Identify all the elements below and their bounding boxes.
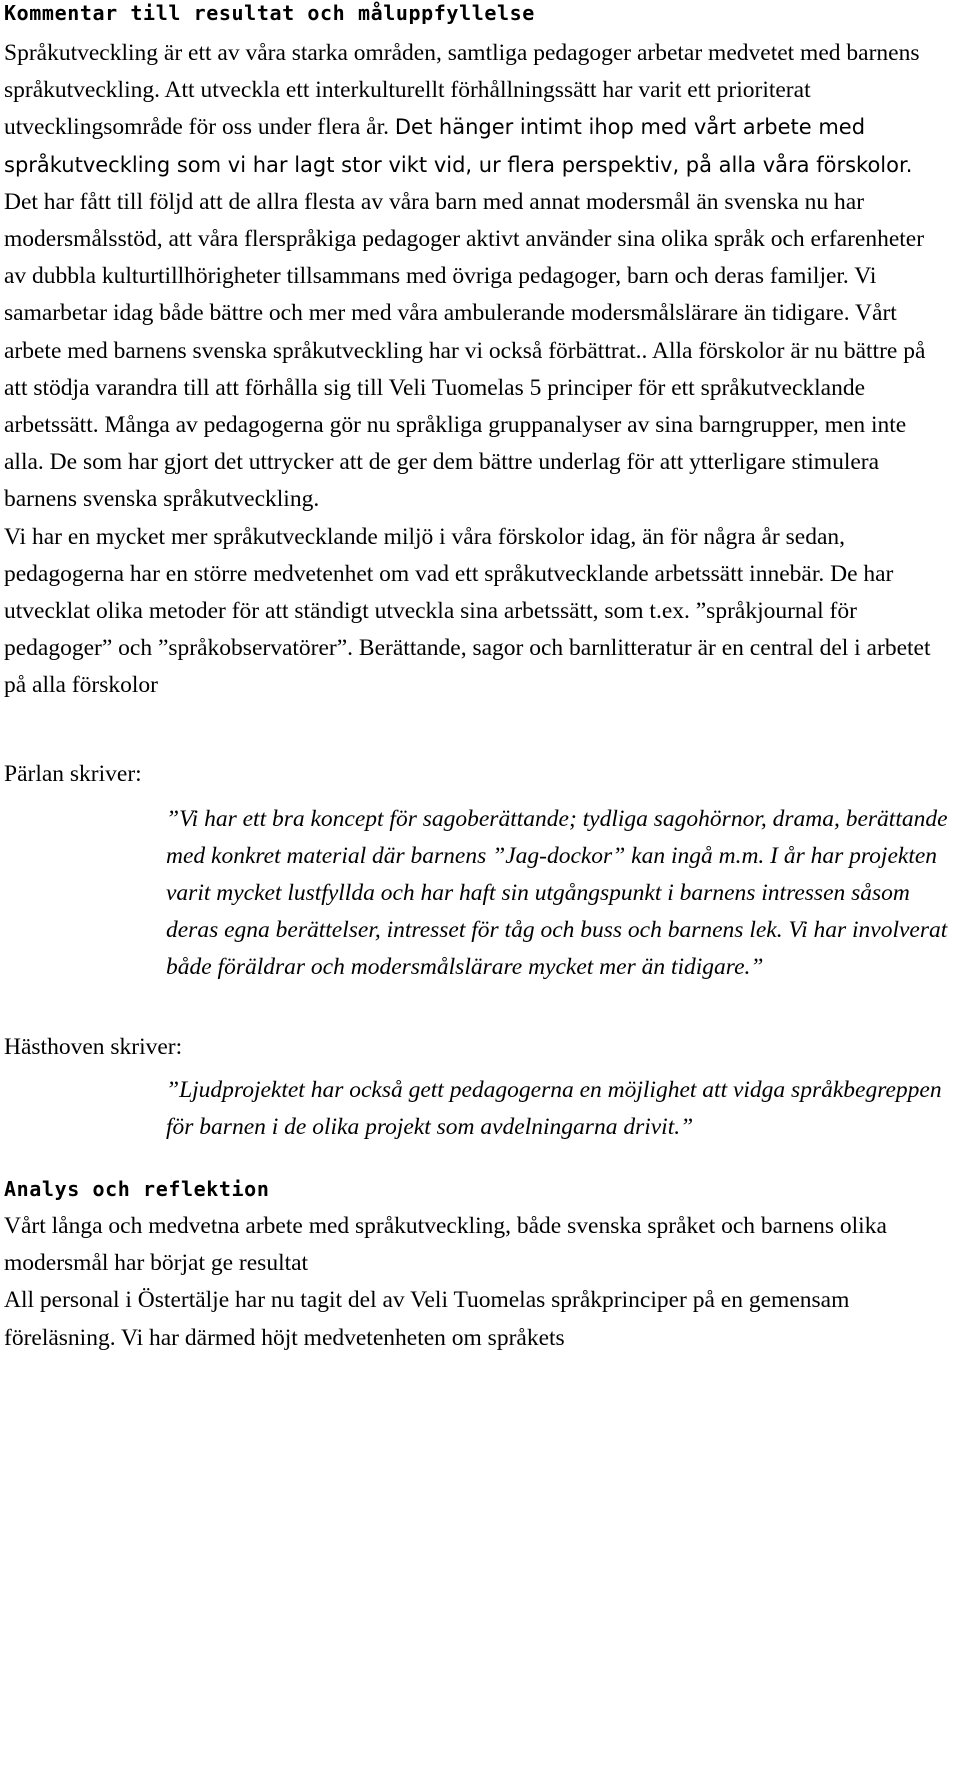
section-heading-kommentar: Kommentar till resultat och måluppfyllelse	[4, 1, 535, 25]
paragraph-analys-2: All personal i Östertälje har nu tagit del av Veli Tuomelas språkprinciper på en gemensam föreläsning. Vi har därmed höjt medvetenheten om språkets	[4, 1287, 850, 1351]
quote-hasthoven: ”Ljudprojektet har också gett pedagogerna en möjlighet att vidga språkbegreppen för barnen i de olika projekt som avdelningarna drivit.”	[166, 1076, 942, 1140]
section-heading-analys: Analys och reflektion	[4, 1177, 270, 1202]
paragraph-analys-1: Vårt långa och medvetna arbete med språkutveckling, både svenska språket och barnens olika modersmål har börjat ge resultat	[4, 1213, 887, 1277]
quote-parlan: ”Vi har ett bra koncept för sagoberättande; tydliga sagohörnor, drama, berättande med konkret material där barnens ”Jag-dockor” kan ingå m.m. I år har projekten varit mycket lustfyllda och har haft sin utgångspunkt i barnens intressen såsom deras egna berättelser, intresset för tåg och buss och barnens lek. Vi har involverat både föräldrar och modersmålslärare mycket mer än tidigare.”	[166, 805, 948, 981]
paragraph-kommentar-2: Vi har en mycket mer språkutvecklande miljö i våra förskolor idag, än för några år sedan, pedagogerna har en större medvetenhet om vad ett språkutvecklande arbetssätt innebär. De har utvecklat olika metoder för att ständigt utveckla sina arbetssätt, som t.ex. ”språkjournal för pedagoger” och ”språkobservatörer”. Berättande, sagor och barnlitteratur är en central del i arbetet på alla förskolor	[4, 523, 931, 699]
document-page	[4, 0, 950, 1357]
quote-label-parlan: Pärlan skriver:	[4, 760, 142, 787]
paragraph-segment-a: Språkutveckling är ett av våra starka områden, samtliga pedagoger arbetar medvetet med barnens språkutveckling. Att utveckla ett interkulturellt förhållningssätt har varit ett prioriterat utvecklingsområde för oss under flera år.	[4, 40, 920, 141]
paragraph-segment-c: Det har fått till följd att de allra flesta av våra barn med annat modersmål än svenska nu har modersmålsstöd, att våra flerspråkiga pedagoger aktivt använder sina olika språk och erfarenheter av dubbla kulturtillhörigheter tillsammans med övriga pedagoger, barn och deras familjer. Vi samarbetar idag både bättre och mer med våra ambulerande modersmålslärare än tidigare. Vårt arbete med barnens svenska språkutveckling har vi också förbättrat.. Alla förskolor är nu bättre på att stödja varandra till att förhålla sig till Veli Tuomelas 5 principer för ett språkutvecklande arbetssätt. Många av pedagogerna gör nu språkliga gruppanalyser av sina barngrupper, men inte alla. De som har gjort det uttrycker att de ger dem bättre underlag för att ytterligare stimulera barnens svenska språkutveckling.	[4, 188, 926, 513]
paragraph-segment-b: Det hänger intimt ihop med vårt arbete med språkutveckling som vi har lagt stor vikt vid, ur flera perspektiv, på alla våra förskolor.	[4, 115, 913, 177]
quote-label-hasthoven: Hästhoven skriver:	[4, 1033, 183, 1060]
paragraph-kommentar-1	[4, 35, 950, 519]
